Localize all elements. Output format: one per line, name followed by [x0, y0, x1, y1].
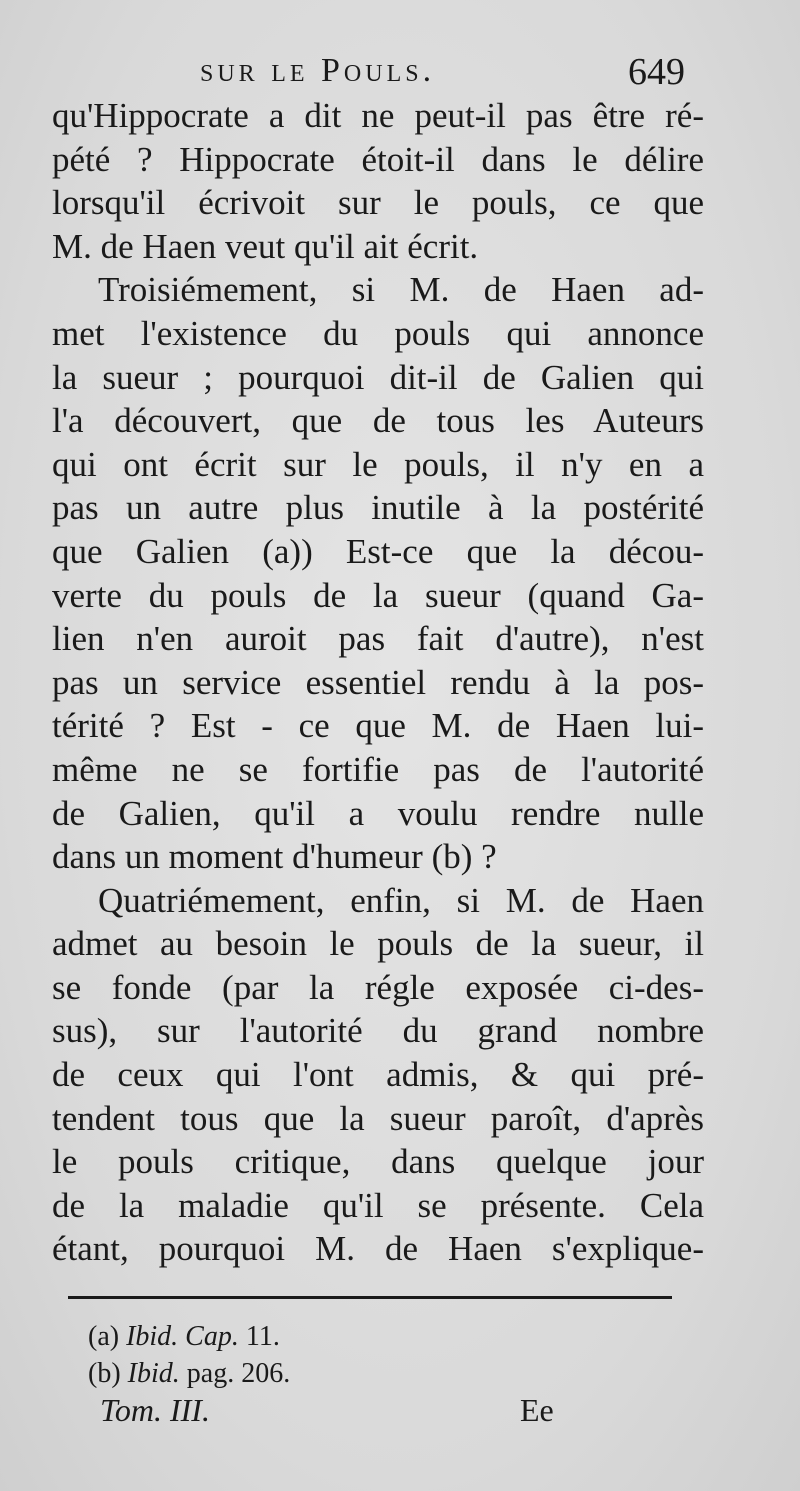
text-line: la sueur ; pourquoi dit-il de Galien qui [52, 357, 704, 397]
footnote-detail: pag. 206. [186, 1358, 291, 1389]
footnotes [88, 1318, 488, 1392]
footnote-marker: (b) [88, 1358, 121, 1389]
text-line: étant, pourquoi M. de Haen s'explique- [52, 1229, 704, 1269]
text-line: de Galien, qu'il a voulu rendre nulle [52, 793, 704, 833]
text-line: verte du pouls de la sueur (quand Ga- [52, 575, 704, 615]
text-line: tendent tous que la sueur paroît, d'après [52, 1098, 704, 1138]
page-footer [100, 1392, 580, 1429]
text-line: lorsqu'il écrivoit sur le pouls, ce que [52, 183, 704, 223]
text-line: qui ont écrit sur le pouls, il n'y en a [52, 444, 704, 484]
text-line: le pouls critique, dans quelque jour [52, 1142, 704, 1182]
text-line: de la maladie qu'il se présente. Cela [52, 1185, 704, 1225]
running-title: sur le Pouls. [200, 52, 436, 89]
footnote-reference: Ibid. [127, 1358, 180, 1389]
footnote-marker: (a) [88, 1321, 120, 1352]
text-line: même ne se fortifie pas de l'autorité [52, 749, 704, 789]
footnote-b [88, 1355, 488, 1392]
signature-mark: Ee [520, 1392, 554, 1428]
footnote-divider [68, 1296, 672, 1299]
text-line: l'a découvert, que de tous les Auteurs [52, 401, 704, 441]
text-line: pas un service essentiel rendu à la pos- [52, 662, 704, 702]
paragraph-start-line: Troisiémement, si M. de Haen ad- [98, 270, 704, 310]
text-line: se fonde (par la régle exposée ci-des- [52, 967, 704, 1007]
paragraph-start-line: Quatriémement, enfin, si M. de Haen [98, 880, 704, 920]
page-number: 649 [628, 51, 685, 93]
text-line: de ceux qui l'ont admis, & qui pré- [52, 1055, 704, 1095]
text-line: pas un autre plus inutile à la postérité [52, 488, 704, 528]
text-line: met l'existence du pouls qui annonce [52, 313, 704, 353]
text-line: dans un moment d'humeur (b) ? [52, 837, 497, 877]
footnote-detail: 11. [245, 1321, 280, 1352]
text-line: admet au besoin le pouls de la sueur, il [52, 924, 704, 964]
text-line: que Galien (a)) Est-ce que la décou- [52, 531, 704, 571]
footnote-a [88, 1318, 488, 1355]
body-text [52, 94, 704, 1271]
footnote-reference: Ibid. Cap. [126, 1321, 239, 1352]
volume-label: Tom. III. [100, 1392, 210, 1428]
text-line: pété ? Hippocrate étoit-il dans le délire [52, 139, 704, 179]
text-line: lien n'en auroit pas fait d'autre), n'est [52, 619, 704, 659]
text-line: qu'Hippocrate a dit ne peut-il pas être ré- [52, 96, 704, 135]
text-line: M. de Haen veut qu'il ait écrit. [52, 226, 479, 266]
text-line: sus), sur l'autorité du grand nombre [52, 1011, 704, 1051]
text-line: térité ? Est - ce que M. de Haen lui- [52, 706, 704, 746]
